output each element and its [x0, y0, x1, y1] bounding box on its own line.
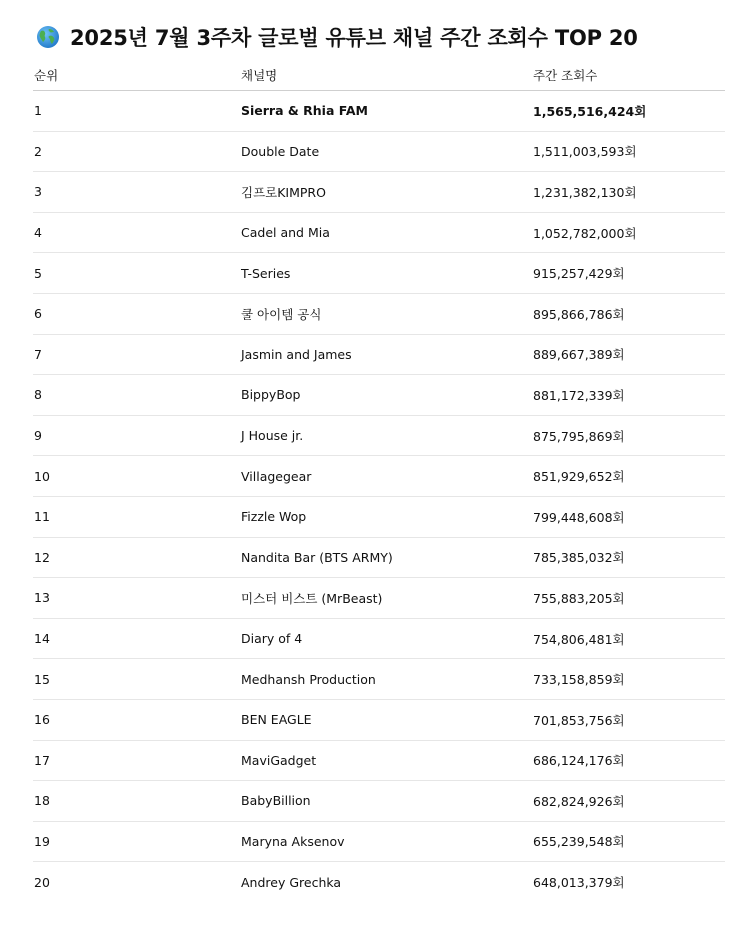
channel-name-cell: Nandita Bar (BTS ARMY) [241, 549, 393, 565]
weekly-views-cell: 682,824,926회 [533, 793, 625, 809]
table-row [33, 416, 725, 457]
table-row [33, 862, 725, 902]
table-row [33, 741, 725, 782]
table-header [33, 60, 725, 91]
weekly-views-cell: 754,806,481회 [533, 631, 625, 647]
channel-name-cell: MaviGadget [241, 752, 317, 768]
table-row [33, 375, 725, 416]
channel-name-cell: Cadel and Mia [241, 225, 330, 241]
weekly-views-cell: 785,385,032회 [533, 550, 625, 566]
table-row [33, 659, 725, 700]
rank-cell: 10 [34, 468, 50, 484]
channel-name-cell: Jasmin and James [241, 346, 352, 362]
channel-name-cell: BEN EAGLE [241, 712, 312, 728]
rank-cell: 16 [34, 712, 50, 728]
channel-name-cell: Maryna Aksenov [241, 833, 345, 849]
channel-name-cell: 쿨 아이템 공식 [241, 306, 322, 322]
rank-cell: 18 [34, 793, 50, 809]
page-title [36, 20, 736, 54]
table-row [33, 578, 725, 619]
rank-cell: 1 [34, 103, 42, 119]
weekly-views-cell: 1,231,382,130회 [533, 184, 637, 200]
rank-cell: 6 [34, 306, 42, 322]
rank-cell: 15 [34, 671, 50, 687]
table-row [33, 538, 725, 579]
rank-cell: 14 [34, 631, 50, 647]
weekly-views-cell: 648,013,379회 [533, 875, 625, 891]
table-body [33, 91, 725, 902]
rank-cell: 5 [34, 265, 42, 281]
weekly-views-cell: 895,866,786회 [533, 306, 625, 322]
table-row [33, 253, 725, 294]
rank-cell: 2 [34, 143, 42, 159]
table-row [33, 822, 725, 863]
channel-name-cell: Medhansh Production [241, 671, 376, 687]
weekly-views-cell: 915,257,429회 [533, 266, 625, 282]
channel-name-cell: Double Date [241, 143, 320, 159]
channel-name-cell: BippyBop [241, 387, 301, 403]
rank-cell: 3 [34, 184, 42, 200]
weekly-views-cell: 875,795,869회 [533, 428, 625, 444]
rank-cell: 12 [34, 549, 50, 565]
rank-cell: 9 [34, 428, 42, 444]
table-row [33, 91, 725, 132]
rank-cell: 20 [34, 874, 50, 890]
table-row [33, 619, 725, 660]
channel-name-cell: Diary of 4 [241, 631, 303, 647]
ranking-table [33, 60, 725, 902]
column-header-channel: 채널명 [241, 68, 278, 83]
table-row [33, 132, 725, 173]
table-row [33, 294, 725, 335]
weekly-views-cell: 881,172,339회 [533, 387, 625, 403]
channel-name-cell: Andrey Grechka [241, 874, 342, 890]
table-row [33, 497, 725, 538]
table-row [33, 172, 725, 213]
channel-name-cell: BabyBillion [241, 793, 311, 809]
table-row [33, 781, 725, 822]
weekly-views-cell: 889,667,389회 [533, 347, 625, 363]
rank-cell: 4 [34, 225, 42, 241]
weekly-views-cell: 733,158,859회 [533, 672, 625, 688]
channel-name-cell: 김프로KIMPRO [241, 184, 326, 200]
table-row [33, 456, 725, 497]
table-row [33, 700, 725, 741]
channel-name-cell: J House jr. [241, 428, 304, 444]
globe-icon [36, 25, 60, 49]
rank-cell: 13 [34, 590, 50, 606]
rank-cell: 8 [34, 387, 42, 403]
weekly-views-cell: 655,239,548회 [533, 834, 625, 850]
weekly-views-cell: 686,124,176회 [533, 753, 625, 769]
channel-name-cell: Villagegear [241, 468, 312, 484]
table-row [33, 213, 725, 254]
weekly-views-cell: 1,052,782,000회 [533, 225, 637, 241]
column-header-rank: 순위 [34, 68, 59, 83]
rank-cell: 17 [34, 752, 50, 768]
channel-name-cell: Sierra & Rhia FAM [241, 103, 368, 119]
rank-cell: 11 [34, 509, 50, 525]
channel-name-cell: T-Series [241, 265, 291, 281]
column-header-views: 주간 조회수 [533, 68, 598, 83]
rank-cell: 7 [34, 346, 42, 362]
channel-name-cell: Fizzle Wop [241, 509, 307, 525]
weekly-views-cell: 1,565,516,424회 [533, 103, 647, 119]
rank-cell: 19 [34, 833, 50, 849]
channel-name-cell: 미스터 비스트 (MrBeast) [241, 590, 383, 606]
weekly-views-cell: 1,511,003,593회 [533, 144, 637, 160]
weekly-views-cell: 799,448,608회 [533, 509, 625, 525]
weekly-views-cell: 755,883,205회 [533, 590, 625, 606]
table-row [33, 335, 725, 376]
weekly-views-cell: 851,929,652회 [533, 469, 625, 485]
page-title-text: 2025년 7월 3주차 글로벌 유튜브 채널 주간 조회수 TOP 20 [70, 26, 638, 50]
weekly-views-cell: 701,853,756회 [533, 712, 625, 728]
